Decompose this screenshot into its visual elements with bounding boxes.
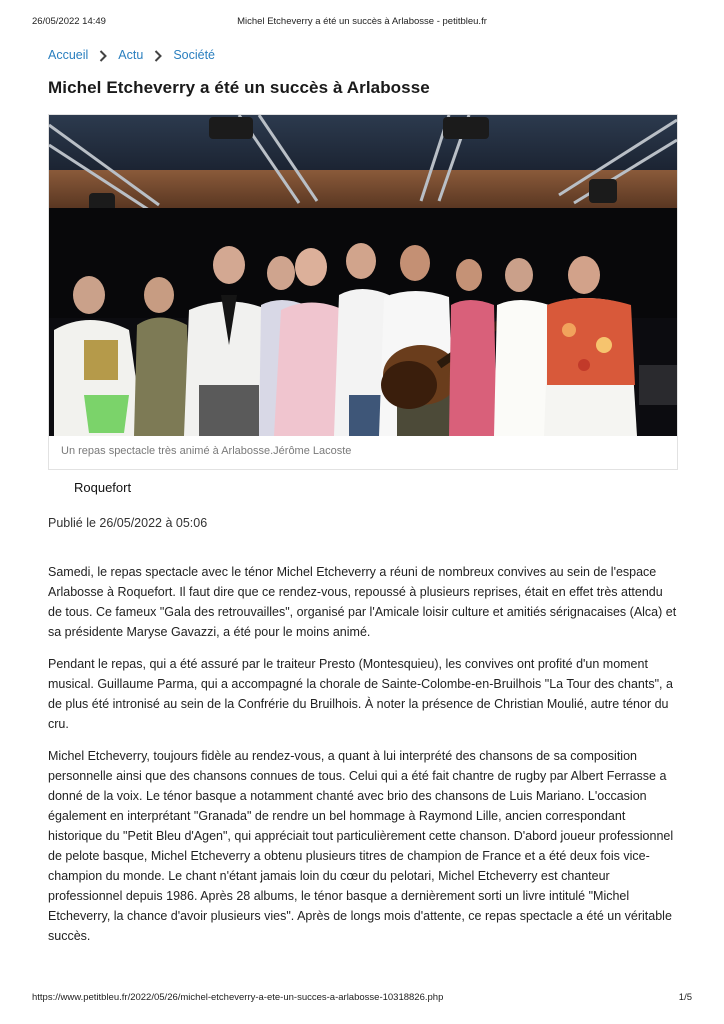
article-figure <box>48 114 678 470</box>
photo-illustration <box>49 115 677 436</box>
print-page-number: 1/5 <box>678 992 692 1003</box>
print-doc-title: Michel Etcheverry a été un succès à Arlabosse - petitbleu.fr <box>237 16 487 27</box>
article-body <box>48 562 680 958</box>
chevron-right-icon <box>143 48 173 62</box>
article-paragraph: Samedi, le repas spectacle avec le ténor Michel Etcheverry a réuni de nombreux convives au sein de l'espace Arlabosse à Roquefort. Il faut dire que ce rendez-vous, repoussé à plusieurs reprises, était en effet très attendu de tous. Ce fameux "Gala des retrouvailles", organisé par l'Amicale loisir culture et amitiés sérignacaises (Alca) et sa présidente Maryse Gavazzi, a été pour le moins animé. <box>48 565 677 639</box>
print-url: https://www.petitbleu.fr/2022/05/26/michel-etcheverry-a-ete-un-succes-a-arlabosse-10318826.php <box>32 992 444 1003</box>
chevron-right-icon <box>88 48 118 62</box>
image-caption: Un repas spectacle très animé à Arlabosse.Jérôme Lacoste <box>61 445 352 457</box>
article-photo[interactable] <box>49 115 677 436</box>
breadcrumb <box>48 48 215 62</box>
article-paragraph: Pendant le repas, qui a été assuré par le traiteur Presto (Montesquieu), les convives ont profité d'un moment musical. Guillaume Parma, qui a accompagné la chorale de Sainte-Colombe-en-Bruilhois "La Tour des chants", a de plus été intronisé au sein de la Confrérie du Bruilhois. À noter la présence de Christian Moulié, autre ténor du cru. <box>48 657 673 731</box>
article-location: Roquefort <box>74 480 132 495</box>
page-title: Michel Etcheverry a été un succès à Arlabosse <box>48 78 430 97</box>
article-paragraph: Michel Etcheverry, toujours fidèle au rendez-vous, a quant à lui interprété des chansons de sa composition personnelle ainsi que des chansons connues de tous. Celui qui a été fait chantre de rugby par Albert Ferrasse a donné de la voix. Le ténor basque a notamment chanté avec brio des chansons de Luis Mariano. L'occasion également en interprétant "Granada" de rendre un bel hommage à Raymond Lille, ancien correspondant historique du "Petit Bleu d'Agen", qui appréciait tout particulièrement cette chanson. D'abord joueur professionnel de pelote basque, Michel Etcheverry a obtenu plusieurs titres de champion de France et a été deux fois vice-champion du monde. Le chant n'étant jamais loin du cœur du pelotari, Michel Etcheverry est chanteur professionnel depuis 1986. Après 28 albums, le ténor basque a dernièrement sorti un livre intitulé "Michel Etcheverry, la chance d'avoir plusieurs vies". Après de longs mois d'attente, ce repas spectacle a été un véritable succès. <box>48 749 674 943</box>
breadcrumb-item-accueil[interactable]: Accueil <box>48 48 89 62</box>
print-footer <box>32 992 692 1006</box>
publish-date: Publié le 26/05/2022 à 05:06 <box>48 516 208 530</box>
print-header <box>32 16 692 30</box>
print-datetime: 26/05/2022 14:49 <box>32 16 106 27</box>
breadcrumb-item-actu[interactable]: Actu <box>118 48 144 62</box>
breadcrumb-item-societe[interactable]: Société <box>173 48 216 62</box>
